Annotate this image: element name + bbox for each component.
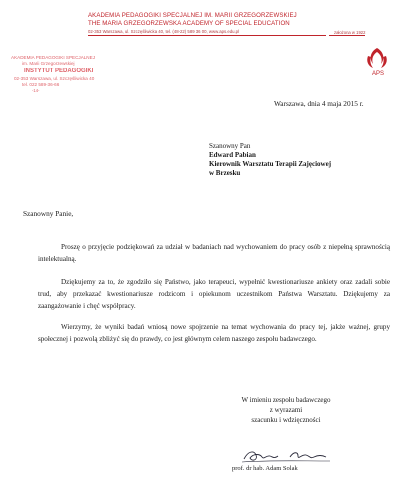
closing-line-2: z wyrazami — [269, 406, 303, 414]
signatory-name: prof. dr hab. Adam Solak — [232, 465, 298, 472]
paragraph-1-text: Proszę o przyjęcie podziękowań za udział w badaniach nad wychowaniem do pracy osób z niepełną sprawnością intelektualną. — [38, 243, 390, 263]
paragraph-3-text: Wierzymy, że wyniki badań wniosą nowe spojrzenie na temat wychowania do pracy tej, jakże ważnej, grupy społecznej i pozwolą zbliżyć się do prawdy, co jest głównym celem naszego zespołu badawczego. — [38, 323, 390, 343]
recipient-greeting: Szanowny Pan — [209, 142, 251, 150]
stamp-line-1: AKADEMIA PEDAGOGIKI SPECJALNEJ — [11, 55, 95, 60]
founded-rule — [329, 35, 365, 36]
letterhead-address: 02-353 Warszawa, ul. Szczęśliwicka 40, tel. (48-22) 589 36 00, www.aps.edu.pl — [88, 29, 240, 34]
paragraph-2-text: Dziękujemy za to, że zgodziło się Państwo, jako terapeuci, wypełnić kwestionariusze ankiety oraz zadali sobie trud, aby przekazać kwestionariusze rodzicom i opiekunom uczestnikom Państwa Warsztatu. Dziękujemy za zaangażowanie i chęć współpracy. — [38, 278, 390, 310]
handwritten-signature-icon — [240, 445, 332, 467]
stamp-line-2: im. Marii Grzegorzewskiej — [22, 61, 75, 66]
logo-text: APS — [371, 71, 384, 77]
founded-note: założona w 1922 — [334, 30, 366, 35]
recipient-name: Edward Pabian — [209, 151, 256, 159]
closing-line-3: szacunku i wdzięczności — [251, 416, 321, 424]
letterhead-rule — [88, 35, 326, 36]
paragraph-1 — [38, 241, 390, 265]
salutation: Szanowny Panie, — [23, 209, 74, 218]
stamp-line-3: INSTYTUT PEDAGOGIKI — [24, 68, 94, 74]
closing-line-1: W imieniu zespołu badawczego — [241, 396, 331, 404]
stamp-line-4: 02-353 Warszawa, ul. Szczęśliwicka 40 — [14, 76, 95, 81]
paragraph-3 — [38, 321, 390, 345]
stamp-line-5: tel. 022 589-36-66 — [22, 82, 60, 87]
letterhead-english-name: THE MARIA GRZEGORZEWSKA ACADEMY OF SPECIAL EDUCATION — [88, 20, 290, 27]
recipient-title: Kierownik Warsztatu Terapii Zajęciowej — [209, 160, 332, 168]
stamp-line-6: -14- — [32, 88, 40, 93]
paragraph-2 — [38, 276, 390, 312]
letter-date: Warszawa, dnia 4 maja 2015 r. — [274, 99, 364, 108]
letterhead-polish-name: AKADEMIA PEDAGOGIKI SPECJALNEJ IM. MARII GRZEGORZEWSKIEJ — [88, 12, 297, 19]
recipient-location: w Brzesku — [209, 169, 241, 177]
